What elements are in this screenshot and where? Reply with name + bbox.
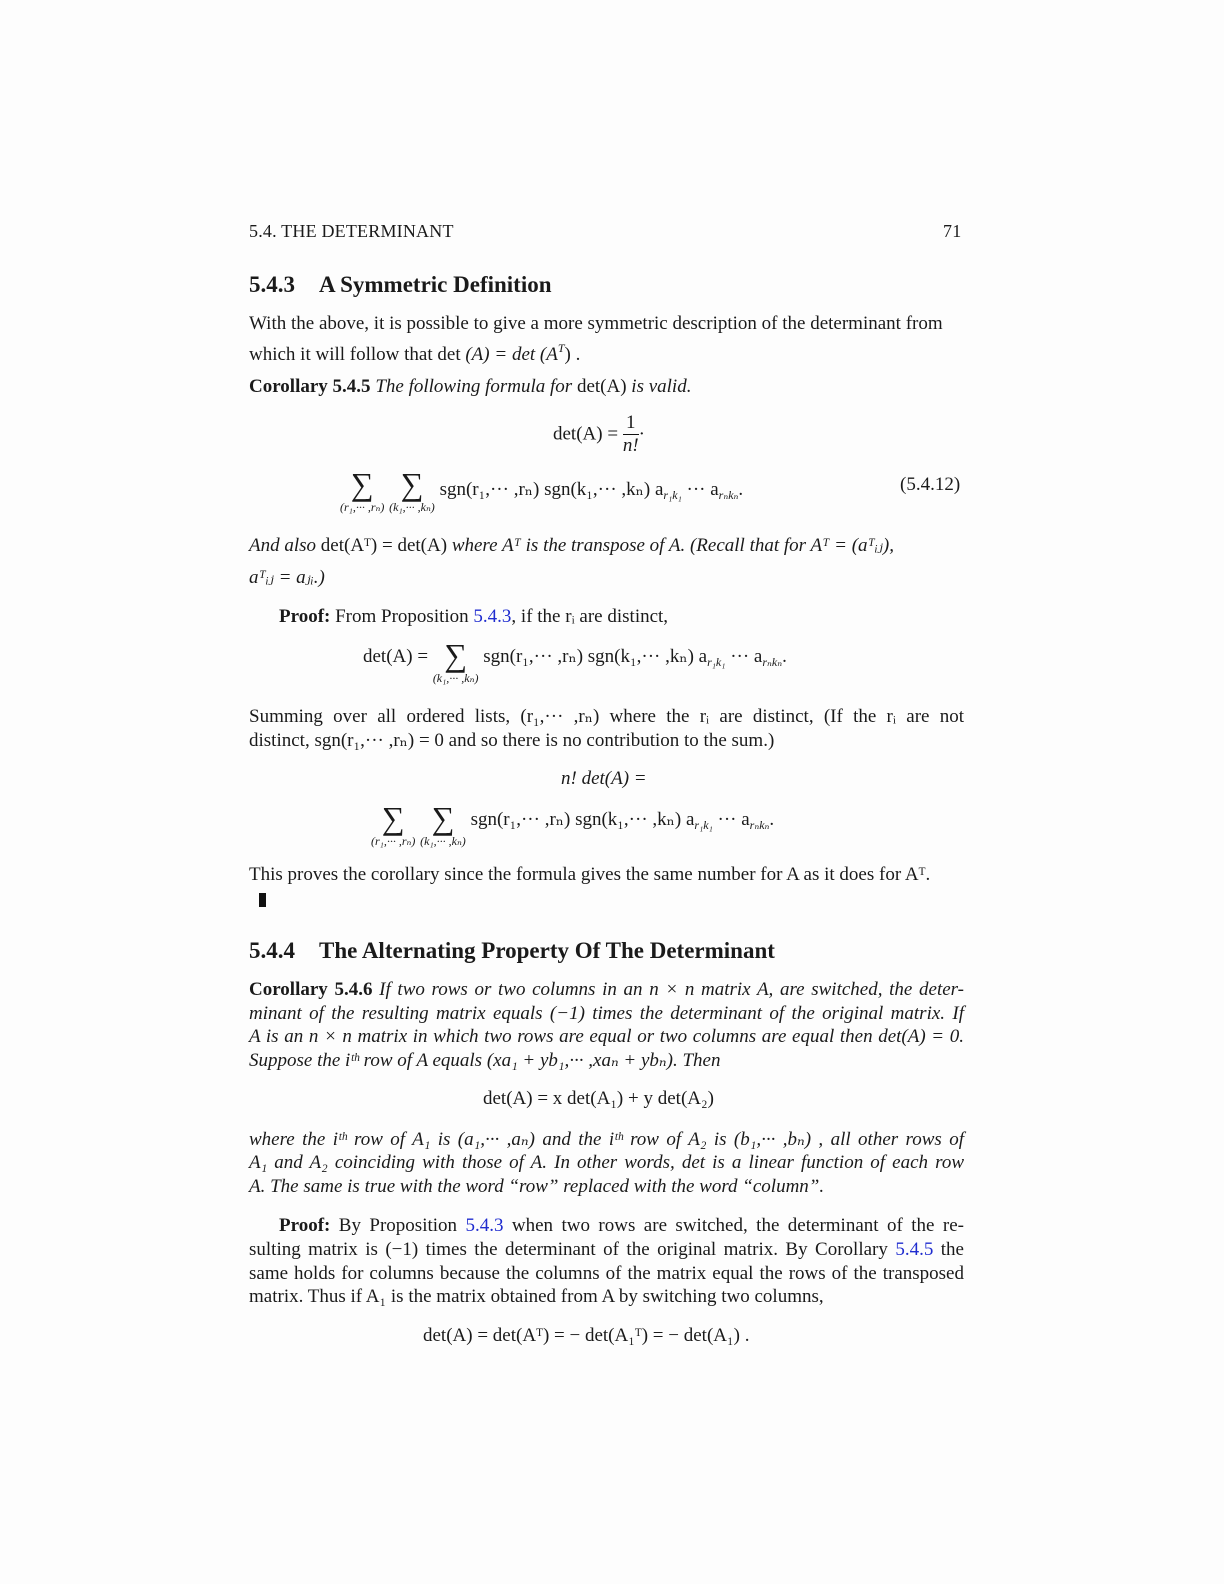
equation-double-sum — [371, 802, 774, 848]
equation-lhs: n! det(A) = — [561, 768, 647, 789]
sum-symbol: ∑ — [431, 800, 455, 836]
sum-index: (k₁,··· ,kₙ) — [432, 671, 479, 685]
subscript: r₁k₁ — [707, 655, 726, 669]
sum-operator — [433, 639, 479, 685]
corollary-statement-line: A. The same is true with the word “row” replaced with the word “column”. — [249, 1176, 825, 1197]
section-title: The Alternating Property Of The Determinant — [319, 938, 775, 963]
fraction-numerator: 1 — [623, 412, 639, 435]
running-header: 5.4. THE DETERMINANT — [249, 221, 454, 241]
subscript: r₁k₁ — [694, 818, 713, 832]
sum-symbol: ∑ — [381, 800, 405, 836]
corollary-label: Corollary 5.4.6 — [249, 979, 373, 1000]
subscript: r₁k₁ — [663, 488, 682, 502]
qed-symbol — [259, 893, 266, 907]
sum-index: (r₁,··· ,rₙ) — [371, 834, 416, 848]
section-number: 5.4.4 — [249, 938, 295, 963]
math-inline: (aᵀᵢⱼ), — [851, 535, 895, 556]
equation-body: sgn(r₁,··· ,rₙ) sgn(k₁,··· ,kₙ) a — [470, 809, 695, 830]
text-span: From Proposition — [335, 606, 469, 627]
equation-lhs: det(A) = — [553, 423, 619, 445]
equation-body: . — [782, 646, 787, 667]
proof-label: Proof: — [279, 1215, 331, 1236]
corollary-statement-line: where the iᵗʰ row of A₁ is (a₁,··· ,aₙ) and the iᵗʰ row of A₂ is (b₁,··· ,bₙ) , all other rows of — [249, 1129, 964, 1150]
text-span: when two rows are switched, the determinant of the re- — [511, 1215, 964, 1236]
subscript: rₙkₙ — [762, 655, 783, 669]
corollary-label: Corollary 5.4.5 — [249, 376, 371, 397]
equation-double-sum — [340, 468, 743, 514]
text-span: the — [940, 1239, 964, 1260]
math-inline: ) . — [564, 344, 581, 365]
paragraph-line: With the above, it is possible to give a more symmetric description of the determinant from — [249, 313, 943, 334]
equation-body: ··· a — [725, 646, 763, 667]
equation-body: sgn(r₁,··· ,rₙ) sgn(k₁,··· ,kₙ) a — [439, 479, 664, 500]
corollary-statement-line: Suppose the iᵗʰ row of A equals (xa₁ + yb₁,··· ,xaₙ + ybₙ). Then — [249, 1050, 721, 1071]
equation-fraction — [553, 412, 645, 457]
math-dot: · — [638, 423, 645, 445]
corollary-statement-line: minant of the resulting matrix equals (−1) times the determinant of the original matrix. If — [249, 1003, 964, 1024]
equation-body: . — [769, 809, 775, 830]
equation-body: sgn(r₁,··· ,rₙ) sgn(k₁,··· ,kₙ) a — [483, 646, 708, 667]
text-span: If two rows or two columns in an n × n matrix A, are switched, the deter- — [379, 979, 965, 1000]
paragraph-line: distinct, sgn(r₁,··· ,rₙ) = 0 and so there is no contribution to the sum.) — [249, 730, 775, 751]
proof-start — [279, 605, 668, 629]
proof-start — [279, 1214, 964, 1238]
math-inline: det(A) — [576, 376, 627, 397]
section-heading — [249, 272, 552, 298]
fraction-denominator: n! — [622, 435, 639, 456]
sum-symbol: ∑ — [350, 466, 374, 502]
sum-operator — [389, 468, 435, 514]
text-span: where Aᵀ is the transpose of A. (Recall that for Aᵀ = — [451, 535, 847, 556]
sum-operator — [340, 468, 384, 514]
subscript: rₙkₙ — [749, 818, 770, 832]
equation-body: ··· a — [712, 809, 750, 830]
equation-single-sum — [363, 639, 787, 685]
section-title: A Symmetric Definition — [319, 272, 552, 297]
section-number: 5.4.3 — [249, 272, 295, 297]
paragraph-line — [249, 1238, 964, 1262]
text-span: And also — [249, 535, 317, 556]
paragraph-line: This proves the corollary since the formula gives the same number for A as it does for Aᵀ. — [249, 864, 931, 885]
corollary-statement — [249, 375, 691, 399]
text-span: which it will follow that det — [249, 344, 461, 365]
equation-body: ··· a — [681, 479, 719, 500]
text-span: sulting matrix is (−1) times the determinant of the original matrix. By Corollary — [249, 1239, 888, 1260]
text-span: The following formula for — [375, 376, 573, 397]
equation-transpose-chain: det(A) = det(Aᵀ) = − det(A₁ᵀ) = − det(A₁) . — [423, 1325, 750, 1346]
text-span: By Proposition — [338, 1215, 458, 1236]
math-inline: (A) = det — [465, 344, 536, 365]
section-heading — [249, 938, 775, 964]
equation-lhs: det(A) = — [363, 646, 429, 667]
equation-tag: (5.4.12) — [900, 474, 961, 495]
corollary-statement-line: aᵀᵢⱼ = aⱼᵢ.) — [249, 567, 325, 588]
text-span: is valid. — [631, 376, 692, 397]
paragraph-line: Summing over all ordered lists, (r₁,··· ,rₙ) where the rᵢ are distinct, (If the rᵢ are not — [249, 706, 964, 727]
sum-index: (r₁,··· ,rₙ) — [340, 500, 385, 514]
corollary-statement-line: A is an n × n matrix in which two rows are equal or two columns are equal then det(A) = 0. — [249, 1026, 964, 1047]
paragraph-line: same holds for columns because the columns of the matrix equal the rows of the transposed — [249, 1263, 964, 1284]
paragraph-line — [249, 336, 580, 367]
sum-operator — [420, 802, 466, 848]
corollary-statement-line: A₁ and A₂ coinciding with those of A. In other words, det is a linear function of each row — [249, 1152, 964, 1173]
equation-linearity: det(A) = x det(A₁) + y det(A₂) — [483, 1088, 714, 1109]
page-number: 71 — [943, 221, 962, 241]
proof-label: Proof: — [279, 606, 331, 627]
math-inline: det(Aᵀ) = det(A) — [320, 535, 448, 556]
superscript: T — [557, 341, 565, 355]
corollary-statement — [249, 534, 894, 558]
cross-reference-link[interactable]: 5.4.3 — [473, 606, 512, 627]
sum-index: (k₁,··· ,kₙ) — [389, 500, 435, 514]
equation-body: . — [738, 479, 744, 500]
sum-symbol: ∑ — [400, 466, 424, 502]
fraction — [623, 412, 639, 457]
sum-symbol: ∑ — [444, 637, 468, 673]
text-span: , if the rᵢ are distinct, — [511, 606, 669, 627]
sum-operator — [371, 802, 415, 848]
cross-reference-link[interactable]: 5.4.3 — [465, 1215, 504, 1236]
cross-reference-link[interactable]: 5.4.5 — [895, 1239, 934, 1260]
subscript: rₙkₙ — [718, 488, 739, 502]
sum-index: (k₁,··· ,kₙ) — [420, 834, 466, 848]
math-inline: (A — [539, 344, 558, 365]
corollary-statement — [249, 978, 964, 1002]
paragraph-line: matrix. Thus if A₁ is the matrix obtained from A by switching two columns, — [249, 1286, 824, 1307]
